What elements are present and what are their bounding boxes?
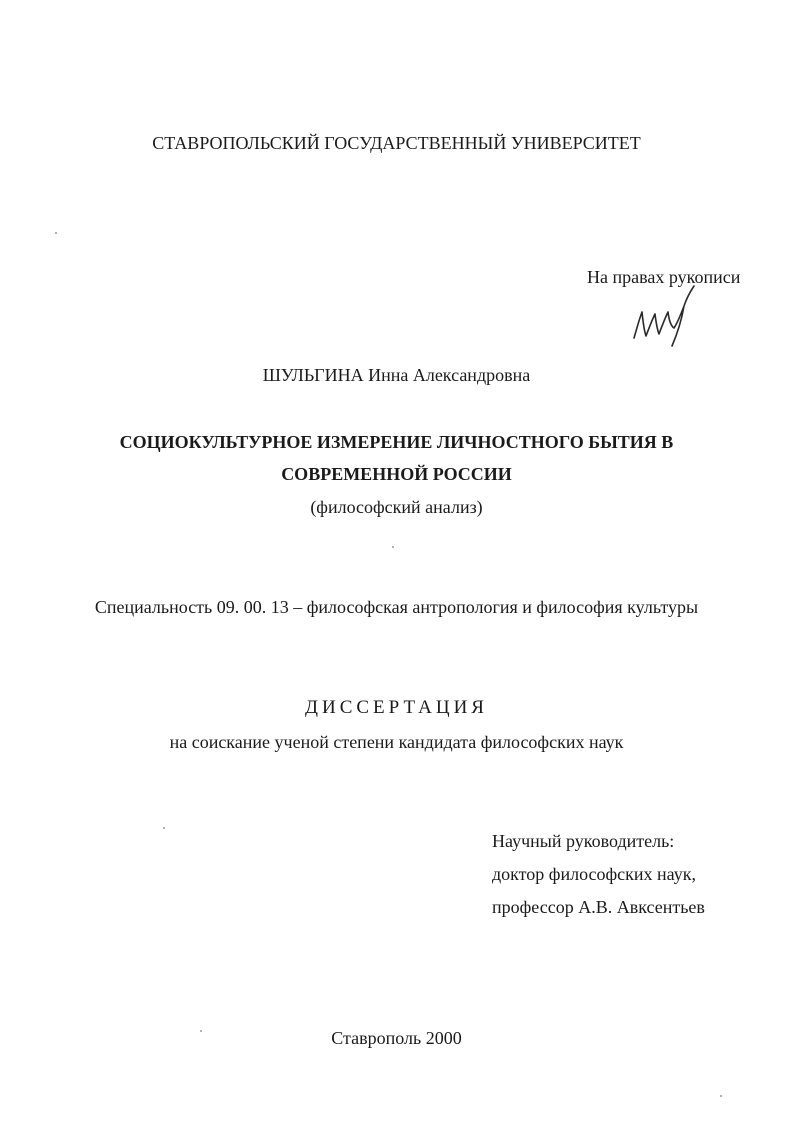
supervisor-name: профессор А.В. Авксентьев <box>492 897 705 917</box>
supervisor-label: Научный руководитель: <box>492 831 675 851</box>
place-year: Ставрополь 2000 <box>331 1028 462 1048</box>
title-line-1: СОЦИОКУЛЬТУРНОЕ ИЗМЕРЕНИЕ ЛИЧНОСТНОГО БЫТИЯ В <box>119 432 674 452</box>
supervisor-degree: доктор философских наук, <box>492 864 696 884</box>
scan-speck <box>55 232 57 234</box>
scan-speck <box>163 827 165 829</box>
dissertation-heading: ДИССЕРТАЦИЯ <box>305 697 488 718</box>
scan-speck <box>720 1095 722 1097</box>
specialty-line: Специальность 09. 00. 13 – философская антропология и философия культуры <box>94 597 699 617</box>
author-signature <box>628 282 700 352</box>
university-name: СТАВРОПОЛЬСКИЙ ГОСУДАРСТВЕННЫЙ УНИВЕРСИТЕТ <box>152 133 641 153</box>
dissertation-purpose: на соискание ученой степени кандидата философских наук <box>169 732 624 752</box>
title-subtitle: (философский анализ) <box>310 497 483 517</box>
title-line-2: СОВРЕМЕННОЙ РОССИИ <box>281 464 512 484</box>
scan-speck <box>392 546 394 548</box>
scan-speck <box>200 1030 202 1032</box>
author-name: ШУЛЬГИНА Инна Александровна <box>262 365 531 385</box>
manuscript-rights-note: На правах рукописи <box>587 267 741 287</box>
